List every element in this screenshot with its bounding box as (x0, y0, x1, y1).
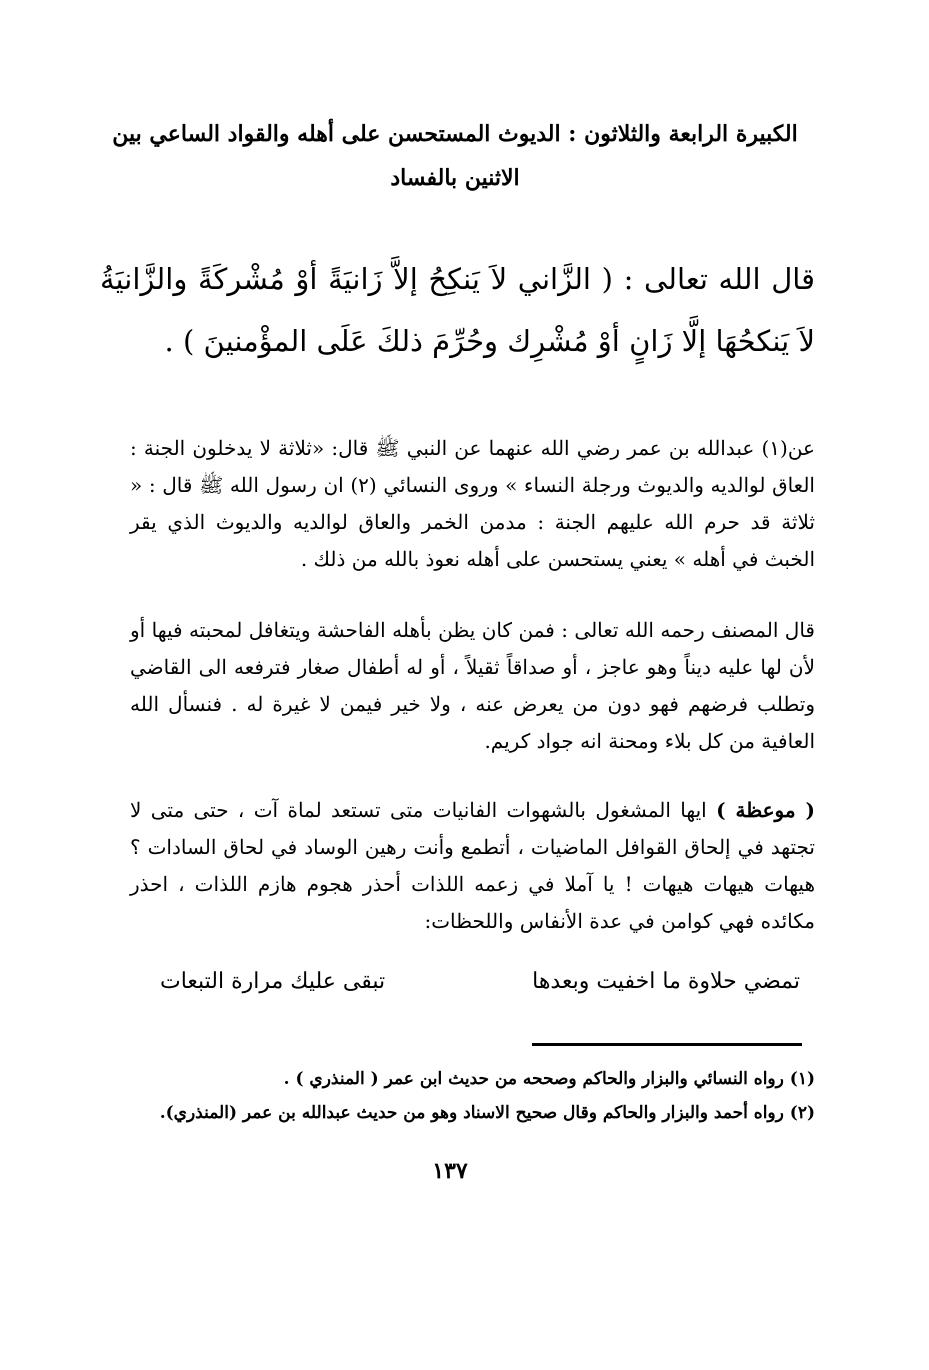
chapter-title: الكبيرة الرابعة والثلاثون : الديوث المستحسن على أهله والقواد الساعي بين الاثنين بالفساد (112, 121, 798, 191)
hadith-paragraph: عن(١) عبدالله بن عمر رضي الله عنهما عن النبي ﷺ قال: «ثلاثة لا يدخلون الجنة : العاق لوالديه والديوث ورجلة النساء » وروى النسائي (٢) ان رسول الله ﷺ قال : « ثلاثة قد حرم الله عليهم الجنة : مدمن الخمر والعاق لوالديه والديوث الذي يقر الخبث في أهله » يعني يستحسن على أهله نعوذ بالله من ذلك . (130, 436, 815, 571)
footnote-1: (١) رواه النسائي والبزار والحاكم وصححه من حديث ابن عمر ( المنذري ) . (283, 1069, 815, 1089)
author-paragraph: قال المصنف رحمه الله تعالى : فمن كان يظن بأهله الفاحشة ويتغافل لمحبته فيها أو لأن لها عليه ديناً وهو عاجز ، أو صداقاً ثقيلاً ، أو له أطفال صغار فترفعه الى القاضي وتطلب فرضهم فهو دون من يعرض عنه ، ولا خير فيمن لا غيرة له . فنسأل الله العافية من كل بلاء ومحنة انه جواد كريم. (130, 618, 815, 753)
exhortation-text: ايها المشغول بالشهوات الفانيات متى تستعد لماة آت ، حتى متى لا تجتهد في إلحاق القوافل الماضيات ، أتطمع وأنت رهين الوساد في لحاق السادات ؟ هيهات هيهات هيهات ! يا آملا في زعمه اللذات أحذر هجوم هازم اللذات ، احذر مكائده فهي كوامن في عدة الأنفاس واللحظات: (130, 798, 815, 933)
verse-first-hemistich: تمضي حلاوة ما اخفيت وبعدها (532, 969, 800, 994)
page-number: ١٣٧ (432, 1158, 468, 1184)
footnote-divider (532, 1043, 802, 1046)
poetry-verse (160, 962, 800, 1002)
exhortation-paragraph (130, 792, 815, 940)
quran-verse: قال الله تعالى : ( الزَّاني لاَ يَنكِحُ إلاَّ زَانيَةً أوْ مُشْركَةً والزَّانيَةُ لاَ يَنكحُهَا إلَّا زَانٍ أوْ مُشْرِك وحُرِّمَ ذلكَ عَلَى المؤْمنينَ ) . (100, 262, 815, 358)
footnote-2: (٢) رواه أحمد والبزار والحاكم وقال صحيح الاسناد وهو من حديث عبدالله بن عمر (المنذري). (159, 1103, 815, 1123)
exhortation-label: ( موعظة ) (716, 798, 815, 822)
verse-second-hemistich: تبقى عليك مرارة التبعات (160, 969, 386, 994)
